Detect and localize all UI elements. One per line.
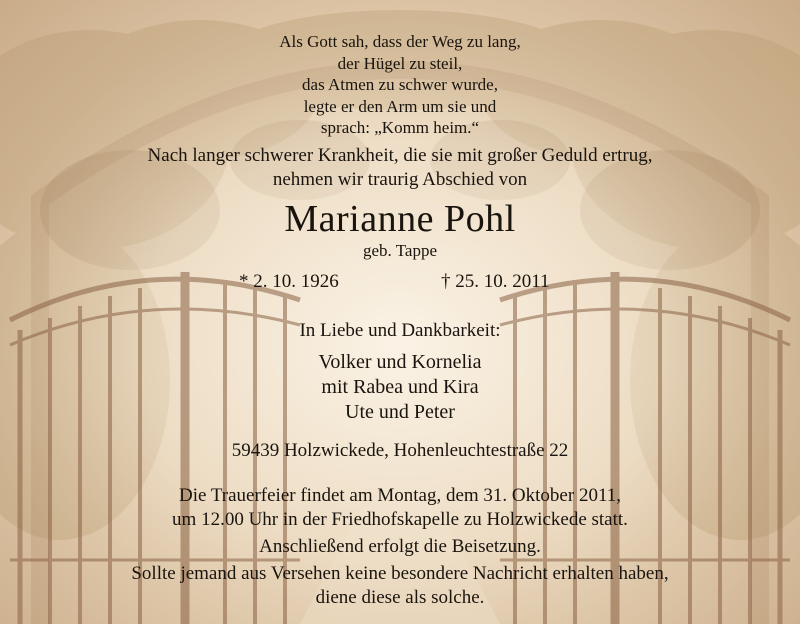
family-line: Volker und Kornelia [318, 351, 482, 373]
poem-line: sprach: „Komm heim.“ [320, 118, 480, 137]
funeral-line: Die Trauerfeier findet am Montag, dem 31. Oktober 2011, [178, 485, 621, 506]
family-line: Ute und Peter [345, 401, 455, 423]
intro-line: nehmen wir traurig Abschied von [272, 169, 528, 190]
intro-line: Nach langer schwerer Krankheit, die sie mit großer Geduld ertrug, [147, 145, 653, 166]
notice-line: Sollte jemand aus Versehen keine besondere Nachricht erhalten haben, [131, 563, 669, 584]
family-line: mit Rabea und Kira [321, 376, 479, 398]
poem-line: der Hügel zu steil, [337, 53, 463, 73]
death-date: † 25. 10. 2011 [441, 271, 550, 292]
poem-line: legte er den Arm um sie und [303, 96, 497, 116]
thanks-heading: In Liebe und Dankbarkeit: [299, 320, 501, 341]
poem-line: das Atmen zu schwer wurde, [302, 75, 498, 94]
deceased-name: Marianne Pohl [284, 198, 516, 240]
burial-info: Anschließend erfolgt die Beisetzung. [259, 536, 541, 557]
funeral-line: um 12.00 Uhr in der Friedhofskapelle zu Holzwickede statt. [172, 509, 628, 530]
notice-text [0, 562, 800, 610]
notice-line: diene diese als solche. [315, 587, 485, 608]
address: 59439 Holzwickede, Hohenleuchtestraße 22 [231, 440, 569, 461]
birth-date: * 2. 10. 1926 [239, 271, 339, 292]
funeral-info [0, 484, 800, 532]
poem-line: Als Gott sah, dass der Weg zu lang, [279, 32, 521, 51]
family-names [0, 350, 800, 425]
maiden-name: geb. Tappe [362, 241, 438, 260]
poem-verse [0, 31, 800, 139]
intro-text [0, 144, 800, 192]
